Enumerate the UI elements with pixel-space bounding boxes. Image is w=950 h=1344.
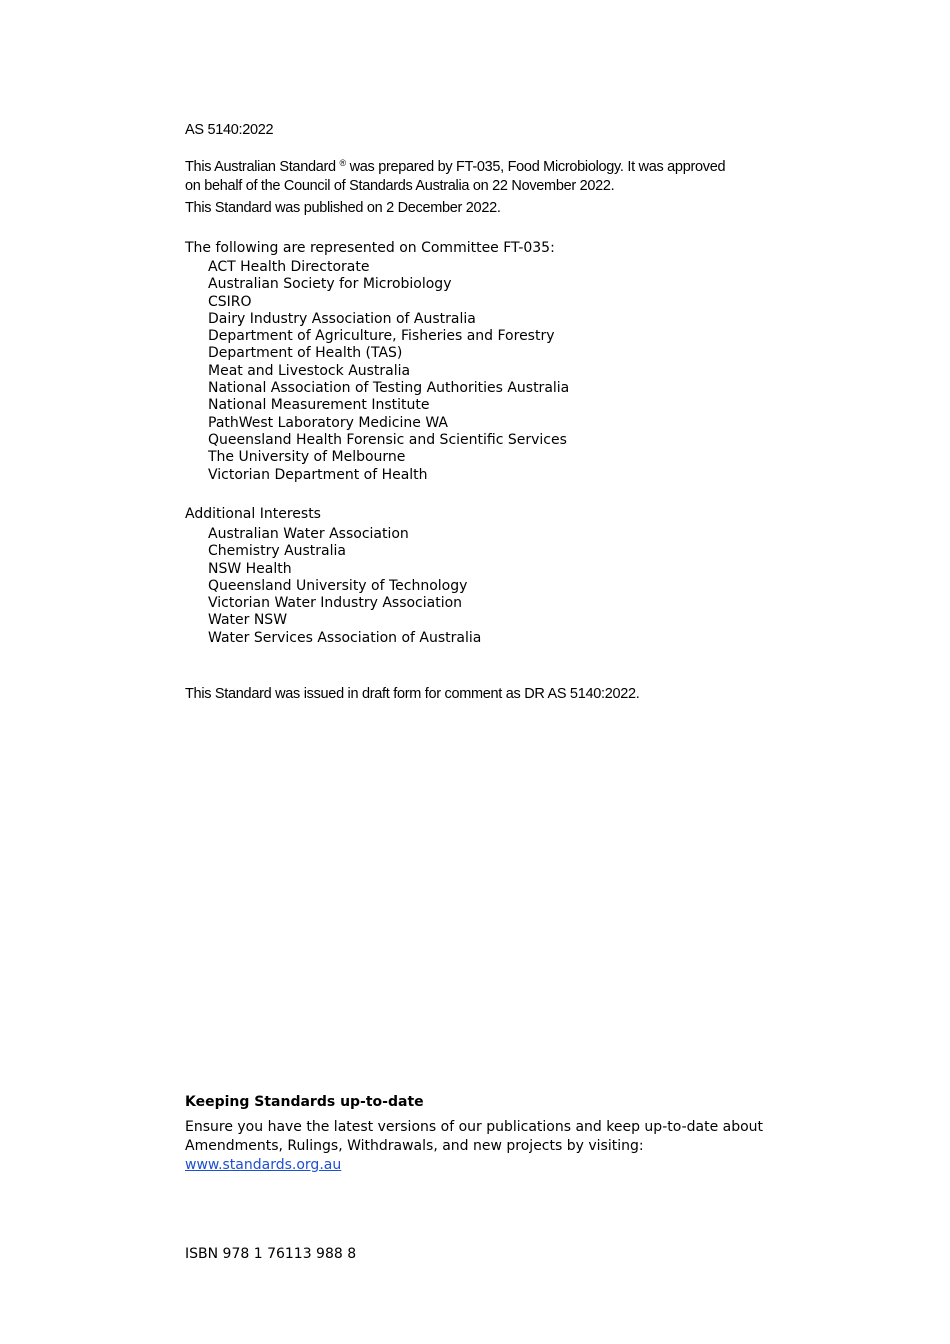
list-item: Dairy Industry Association of Australia: [208, 310, 476, 327]
keeping-line1: Ensure you have the latest versions of our publications and keep up-to-date about: [185, 1119, 764, 1135]
additional-interests-list: [208, 526, 481, 647]
list-item: Victorian Department of Health: [208, 466, 428, 483]
standards-website-link[interactable]: www.standards.org.au: [185, 1157, 342, 1173]
list-item: National Association of Testing Authorities Australia: [208, 380, 570, 397]
keeping-heading: Keeping Standards up-to-date: [185, 1094, 424, 1110]
list-item: PathWest Laboratory Medicine WA: [208, 414, 448, 431]
draft-note: This Standard was issued in draft form for comment as DR AS 5140:2022.: [185, 686, 640, 702]
preparation-text-line1: was prepared by FT-035, Food Microbiology. It was approved: [345, 159, 726, 175]
list-item: Water Services Association of Australia: [208, 629, 482, 646]
isbn: ISBN 978 1 76113 988 8: [185, 1246, 357, 1262]
published-statement: This Standard was published on 2 December 2022.: [185, 200, 501, 216]
additional-interests-heading: Additional Interests: [185, 506, 321, 522]
list-item: CSIRO: [208, 293, 252, 310]
keeping-paragraph: [185, 1118, 763, 1175]
preparation-text-start: This Australian Standard: [185, 159, 336, 175]
list-item: NSW Health: [208, 560, 292, 577]
preparation-statement: [185, 154, 725, 196]
list-item: Queensland Health Forensic and Scientific Services: [208, 431, 567, 448]
list-item: Queensland University of Technology: [208, 577, 468, 594]
list-item: Australian Water Association: [208, 526, 409, 542]
committee-member-list: [208, 259, 569, 484]
list-item: The University of Melbourne: [208, 449, 406, 466]
list-item: Victorian Water Industry Association: [208, 595, 463, 612]
list-item: Meat and Livestock Australia: [208, 362, 411, 379]
list-item: Department of Agriculture, Fisheries and Forestry: [208, 328, 555, 345]
preparation-text-line2: on behalf of the Council of Standards Australia on 22 November 2022.: [185, 178, 615, 194]
list-item: National Measurement Institute: [208, 397, 430, 414]
registered-mark: ®: [339, 158, 346, 168]
keeping-line2: Amendments, Rulings, Withdrawals, and new projects by visiting:: [185, 1138, 644, 1154]
list-item: Chemistry Australia: [208, 543, 346, 560]
list-item: ACT Health Directorate: [208, 259, 370, 275]
list-item: Department of Health (TAS): [208, 345, 403, 362]
standard-number: AS 5140:2022: [185, 122, 274, 138]
committee-heading: The following are represented on Committee FT-035:: [185, 240, 555, 256]
list-item: Water NSW: [208, 612, 288, 629]
list-item: Australian Society for Microbiology: [208, 276, 452, 293]
